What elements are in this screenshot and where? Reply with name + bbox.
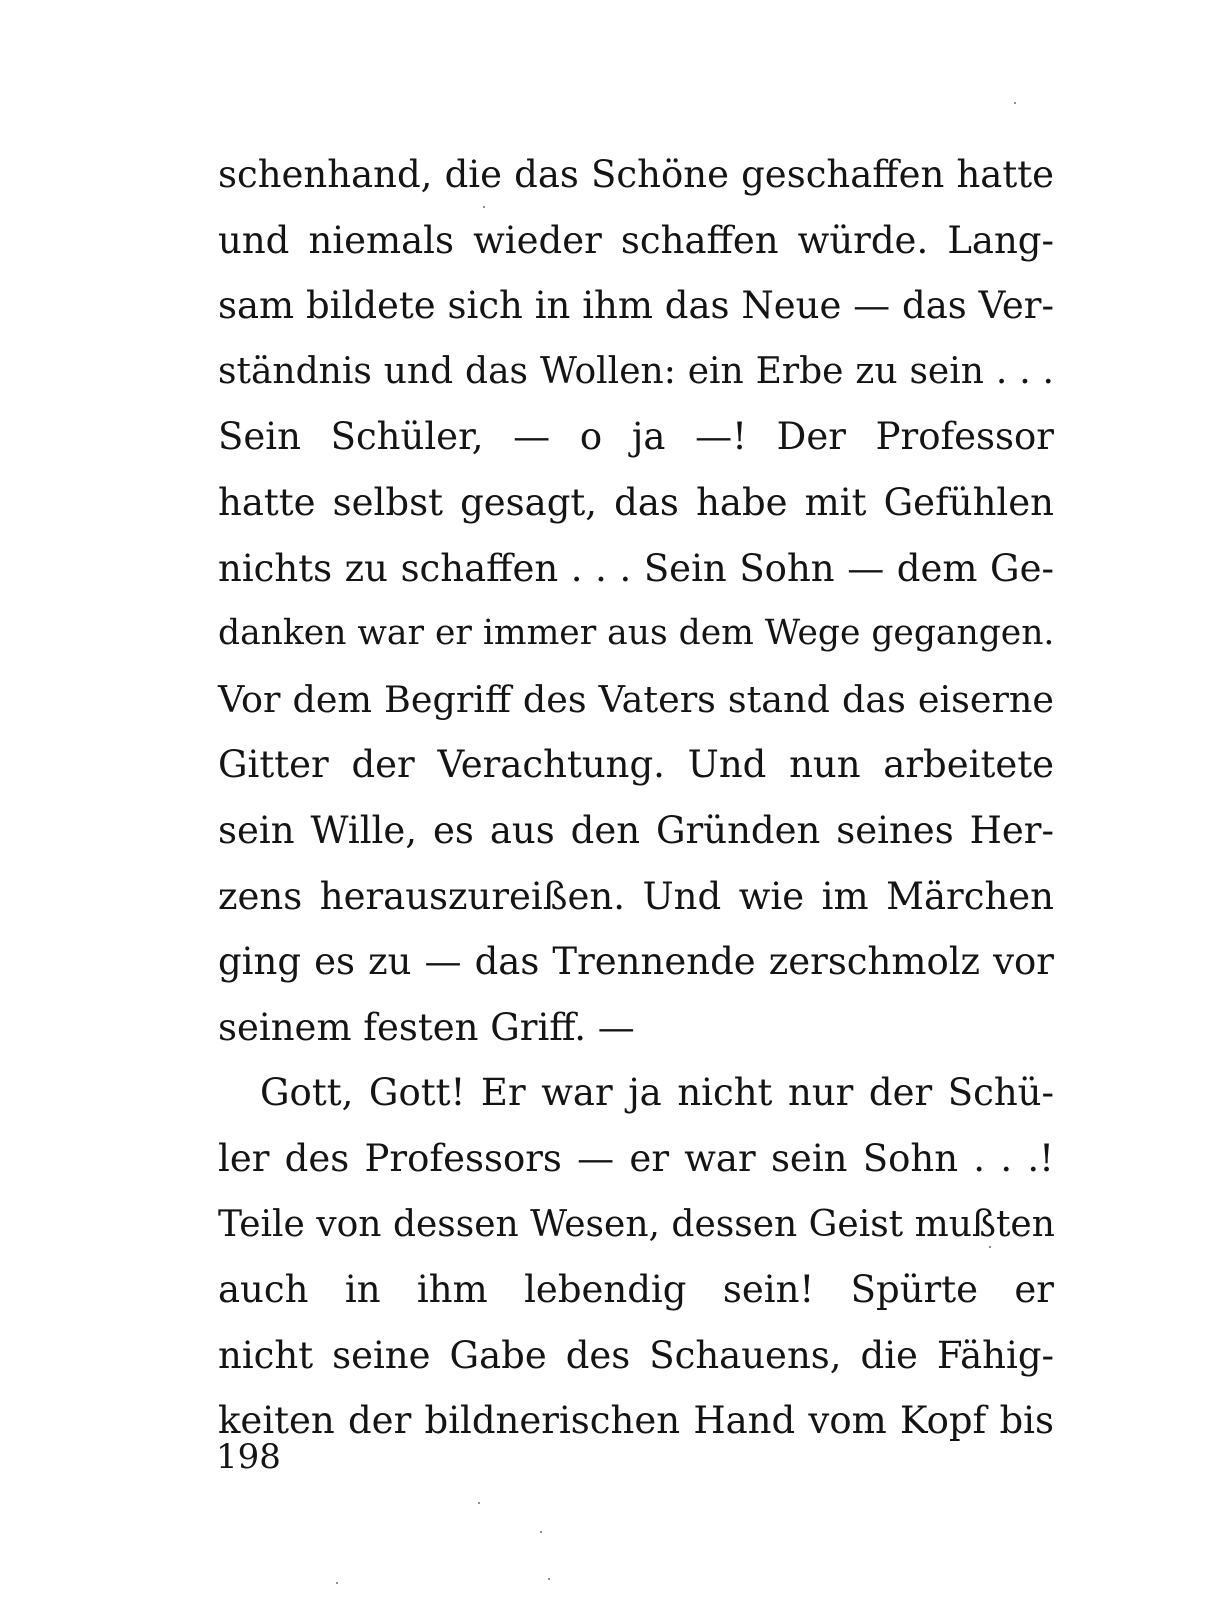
scan-speck (989, 1246, 991, 1248)
text-line: zens herauszureißen. Und wie im Märchen (218, 874, 1054, 918)
scan-speck (336, 1582, 338, 1584)
text-line: sam bildete sich in ihm das Neue — das Ver- (218, 284, 1054, 328)
text-line: Teile von dessen Wesen, dessen Geist mußten (218, 1203, 1055, 1245)
text-line: nicht seine Gabe des Schauens, die Fähig- (218, 1333, 1054, 1377)
page-number: 198 (216, 1437, 281, 1477)
text-line: ler des Professors — er war sein Sohn . . .! (218, 1136, 1054, 1180)
scan-speck (1014, 102, 1016, 104)
scan-speck (540, 1531, 542, 1533)
text-line: ging es zu — das Trennende zerschmolz vor (218, 940, 1054, 984)
text-line: nichts zu schaffen . . . Sein Sohn — dem Ge- (218, 546, 1054, 590)
text-line: auch in ihm lebendig sein! Spürte er (218, 1268, 1054, 1312)
text-line: keiten der bildnerischen Hand vom Kopf bis (218, 1399, 1054, 1443)
scan-speck (478, 1502, 480, 1504)
text-line: ständnis und das Wollen: ein Erbe zu sein . . . (218, 350, 1054, 392)
text-line: Gitter der Verachtung. Und nun arbeitete (218, 743, 1054, 787)
text-line: und niemals wieder schaffen würde. Lang- (218, 218, 1054, 262)
text-line: Sein Schüler, — o ja —! Der Professor (218, 415, 1054, 459)
text-line: danken war er immer aus dem Wege gegangen. (218, 613, 1055, 654)
text-line: sein Wille, es aus den Gründen seines Her- (218, 808, 1054, 852)
scan-speck (483, 206, 485, 208)
scan-speck (548, 1578, 550, 1580)
text-line: schenhand, die das Schöne geschaffen hatte (218, 153, 1054, 196)
paragraph-last-line: seinem festen Griff. — (218, 1005, 635, 1049)
body-text (218, 142, 1054, 1454)
paragraph-first-line: Gott, Gott! Er war ja nicht nur der Schü- (260, 1071, 1054, 1115)
text-line: hatte selbst gesagt, das habe mit Gefühlen (218, 480, 1054, 524)
text-line: Vor dem Begriff des Vaters stand das eiserne (218, 677, 1054, 721)
